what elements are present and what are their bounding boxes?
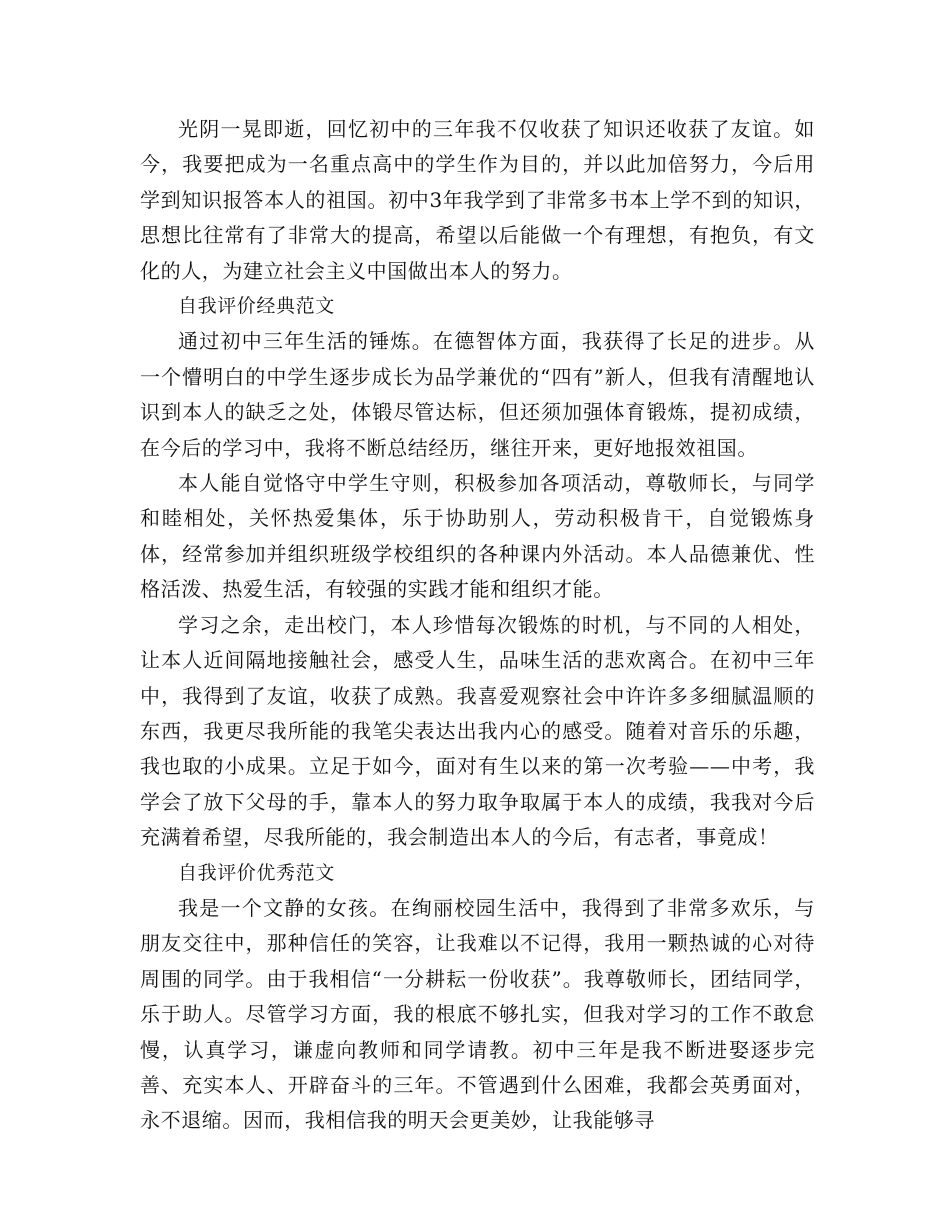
document-body [140, 112, 815, 1139]
section-heading-excellent: 自我评价优秀范文 [178, 861, 335, 884]
paragraph-excellent-1: 我是一个文静的女孩。在绚丽校园生活中，我得到了非常多欢乐，与朋友交往中，那种信任的笑容，让我难以不记得，我用一颗热诚的心对待周围的同学。由于我相信“一分耕耘一份收获”。我尊敬师长，团结同学，乐于助人。尽管学习方面，我的根底不够扎实，但我对学习的工作不敢怠慢，认真学习，谦虚向教师和同学请教。初中三年是我不断进娶逐步完善、充实本人、开辟奋斗的三年。不管遇到什么困难，我都会英勇面对，永不退缩。因而，我相信我的明天会更美妙，让我能够寻 [140, 895, 815, 1133]
paragraph-classic-3: 学习之余，走出校门，本人珍惜每次锻炼的时机，与不同的人相处，让本人近间隔地接触社会，感受人生，品味生活的悲欢离合。在初中三年中，我得到了友谊，收获了成熟。我喜爱观察社会中许许多多细腻温顺的东西，我更尽我所能的我笔尖表达出我内心的感受。随着对音乐的乐趣，我也取的小成果。立足于如今，面对有生以来的第一次考验——中考，我学会了放下父母的手，靠本人的努力取争取属于本人的成绩，我我对今后充满着希望，尽我所能的，我会制造出本人的今后，有志者，事竟成！ [140, 612, 815, 850]
paragraph-intro: 光阴一晃即逝，回忆初中的三年我不仅收获了知识还收获了友谊。如今，我要把成为一名重点高中的学生作为目的，并以此加倍努力，今后用学到知识报答本人的祖国。初中3年我学到了非常多书本上学不到的知识，思想比往常有了非常大的提高，希望以后能做一个有理想，有抱负，有文化的人，为建立社会主义中国做出本人的努力。 [140, 117, 815, 283]
paragraph-classic-1: 通过初中三年生活的锤炼。在德智体方面，我获得了长足的进步。从一个懵明白的中学生逐步成长为品学兼优的“四有”新人，但我有清醒地认识到本人的缺乏之处，体锻尽管达标，但还须加强体育锻炼，提初成绩，在今后的学习中，我将不断总结经历，继往开来，更好地报效祖国。 [140, 329, 815, 460]
paragraph-classic-2: 本人能自觉恪守中学生守则，积极参加各项活动，尊敬师长，与同学和睦相处，关怀热爱集体，乐于协助别人，劳动积极肯干，自觉锻炼身体，经常参加并组织班级学校组织的各种课内外活动。本人品德兼优、性格活泼、热爱生活，有较强的实践才能和组织才能。 [140, 471, 815, 602]
section-heading-classic: 自我评价经典范文 [178, 295, 335, 318]
